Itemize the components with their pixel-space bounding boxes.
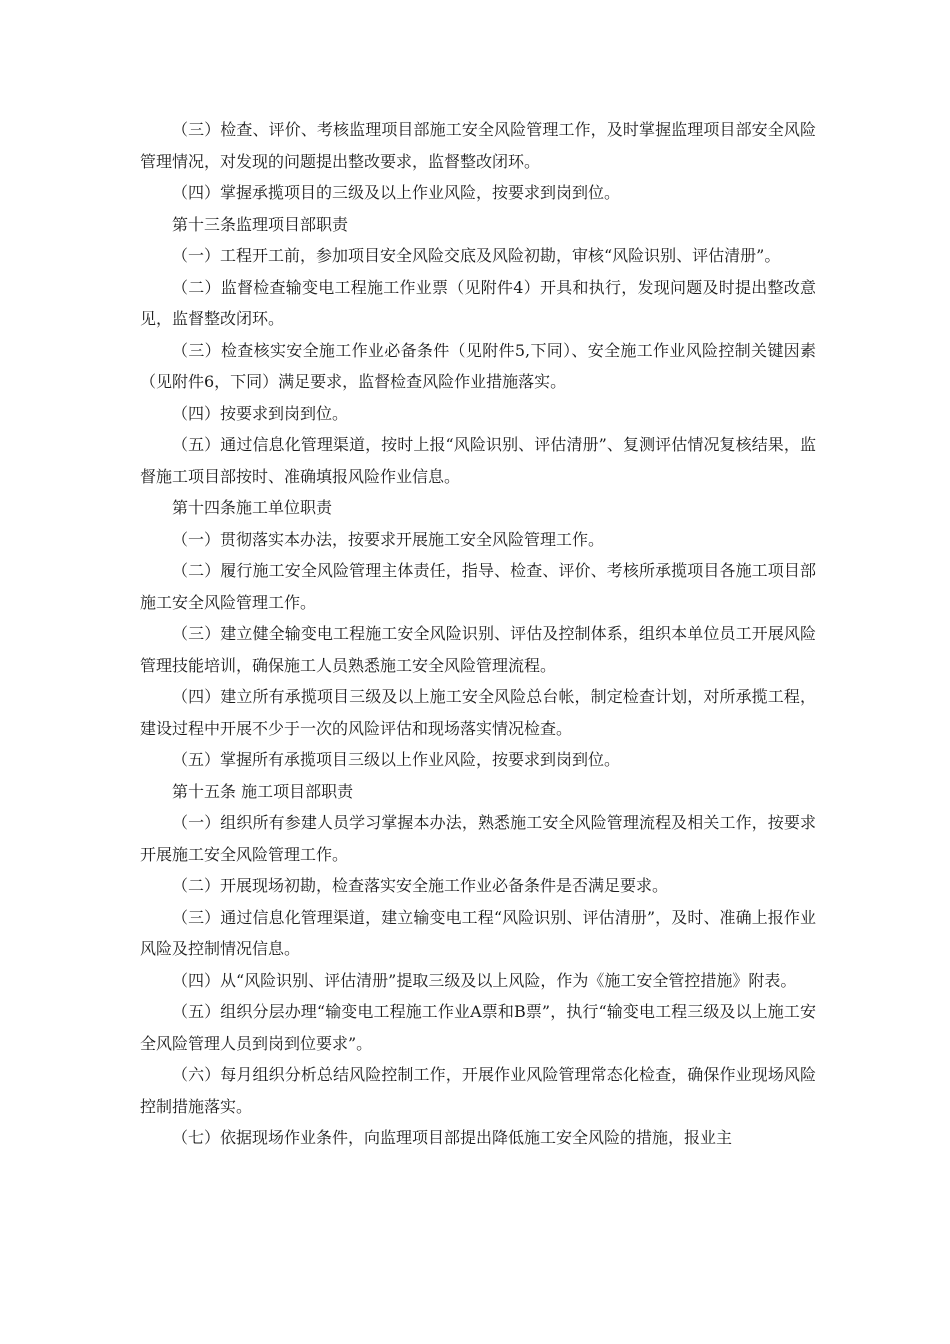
paragraph-13: （四）建立所有承揽项目三级及以上施工安全风险总台帐，制定检查计划，对所承揽工程，建设过程中开展不少于一次的风险评估和现场落实情况检查。 (140, 687, 816, 738)
paragraph-2: （四）掌握承揽项目的三级及以上作业风险，按要求到岗到位。 (172, 183, 621, 202)
paragraph-4: （一）工程开工前，参加项目安全风险交底及风险初勘，审核“风险识别、评估清册”。 (172, 246, 781, 265)
paragraph-17: （二）开展现场初勘，检查落实安全施工作业必备条件是否满足要求。 (172, 876, 669, 895)
document-body (140, 114, 816, 1154)
paragraph-18: （三）通过信息化管理渠道，建立输变电工程“风险识别、评估清册”，及时、准确上报作业风险及控制情况信息。 (140, 907, 816, 958)
paragraph-19: （四）从“风险识别、评估清册”提取三级及以上风险，作为《施工安全管控措施》附表。 (172, 970, 797, 990)
paragraph-5: （二）监督检查输变电工程施工作业票（见附件4）开具和执行，发现问题及时提出整改意见，监督整改闭环。 (140, 277, 816, 328)
paragraph-14: （五）掌握所有承揽项目三级以上作业风险，按要求到岗到位。 (172, 750, 621, 769)
article-14-heading: 第十四条施工单位职责 (172, 498, 333, 517)
article-15-heading: 第十五条 施工项目部职责 (172, 781, 354, 801)
paragraph-1: （三）检查、评价、考核监理项目部施工安全风险管理工作，及时掌握监理项目部安全风险管理情况，对发现的问题提出整改要求，监督整改闭环。 (140, 120, 816, 171)
paragraph-12: （三）建立健全输变电工程施工安全风险识别、评估及控制体系，组织本单位员工开展风险管理技能培训，确保施工人员熟悉施工安全风险管理流程。 (140, 624, 816, 675)
paragraph-22: （七）依据现场作业条件，向监理项目部提出降低施工安全风险的措施，报业主 (172, 1128, 733, 1147)
paragraph-20: （五）组织分层办理“输变电工程施工作业A票和B票”，执行“输变电工程三级及以上施工安全风险管理人员到岗到位要求”。 (140, 1002, 816, 1053)
paragraph-7: （四）按要求到岗到位。 (172, 403, 349, 423)
paragraph-11: （二）履行施工安全风险管理主体责任，指导、检查、评价、考核所承揽项目各施工项目部施工安全风险管理工作。 (140, 561, 816, 612)
article-13-heading: 第十三条监理项目部职责 (172, 214, 349, 234)
paragraph-16: （一）组织所有参建人员学习掌握本办法，熟悉施工安全风险管理流程及相关工作，按要求开展施工安全风险管理工作。 (140, 813, 816, 864)
paragraph-21: （六）每月组织分析总结风险控制工作，开展作业风险管理常态化检查，确保作业现场风险控制措施落实。 (140, 1065, 816, 1116)
paragraph-6: （三）检查核实安全施工作业必备条件（见附件5,下同）、安全施工作业风险控制关键因素（见附件6，下同）满足要求，监督检查风险作业措施落实。 (140, 340, 816, 391)
paragraph-10: （一）贯彻落实本办法，按要求开展施工安全风险管理工作。 (172, 529, 605, 549)
paragraph-8: （五）通过信息化管理渠道，按时上报“风险识别、评估清册”、复测评估情况复核结果，监督施工项目部按时、准确填报风险作业信息。 (140, 435, 816, 486)
